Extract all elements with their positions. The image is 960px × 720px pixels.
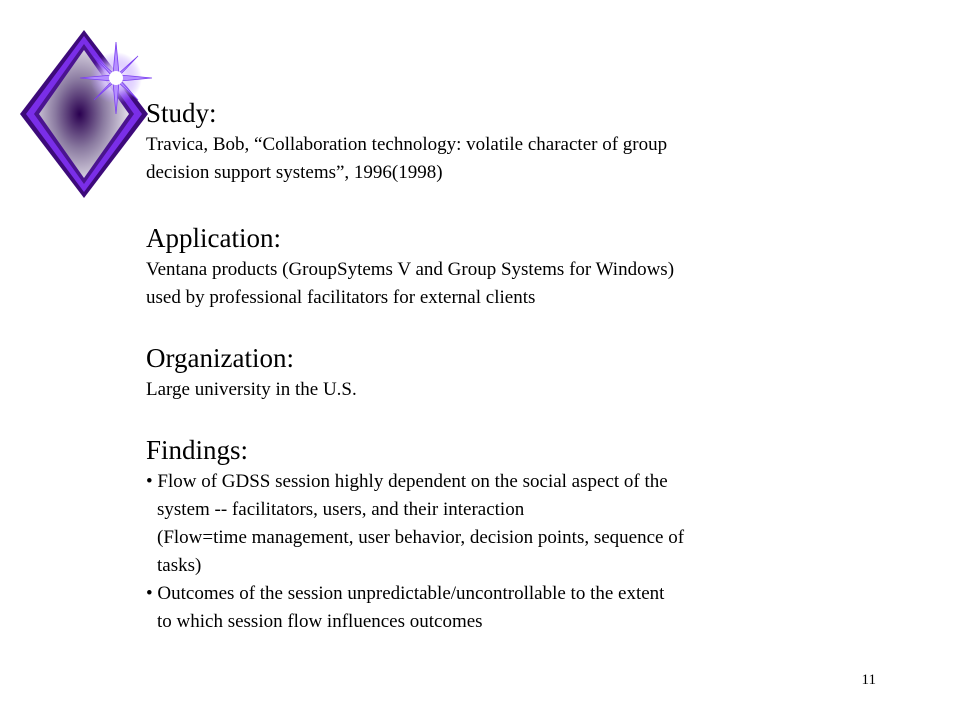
slide-content	[146, 95, 866, 636]
organization-heading: Organization:	[146, 343, 294, 373]
study-heading: Study:	[146, 98, 217, 128]
application-section	[146, 220, 866, 312]
findings-bullet-1-cont-1: system -- facilitators, users, and their interaction	[157, 499, 525, 520]
findings-bullet-1: • Flow of GDSS session highly dependent on the social aspect of the	[146, 471, 668, 492]
diamond-sparkle-icon	[18, 28, 158, 200]
findings-bullet-1-cont-3: tasks)	[157, 555, 202, 576]
study-section	[146, 95, 866, 187]
organization-line-1: Large university in the U.S.	[146, 379, 357, 400]
application-line-2: used by professional facilitators for external clients	[146, 287, 536, 308]
page-number: 11	[861, 672, 876, 688]
application-heading: Application:	[146, 223, 281, 253]
study-line-2: decision support systems”, 1996(1998)	[146, 162, 443, 183]
study-line-1: Travica, Bob, “Collaboration technology: volatile character of group	[146, 134, 668, 155]
findings-bullet-1-cont-2: (Flow=time management, user behavior, decision points, sequence of	[157, 527, 685, 548]
findings-bullet-2: • Outcomes of the session unpredictable/uncontrollable to the extent	[146, 583, 665, 604]
application-line-1: Ventana products (GroupSytems V and Group Systems for Windows)	[146, 259, 675, 280]
organization-section	[146, 340, 866, 404]
findings-heading: Findings:	[146, 435, 249, 465]
findings-section	[146, 432, 866, 636]
findings-bullet-2-cont-1: to which session flow influences outcomes	[157, 611, 483, 632]
